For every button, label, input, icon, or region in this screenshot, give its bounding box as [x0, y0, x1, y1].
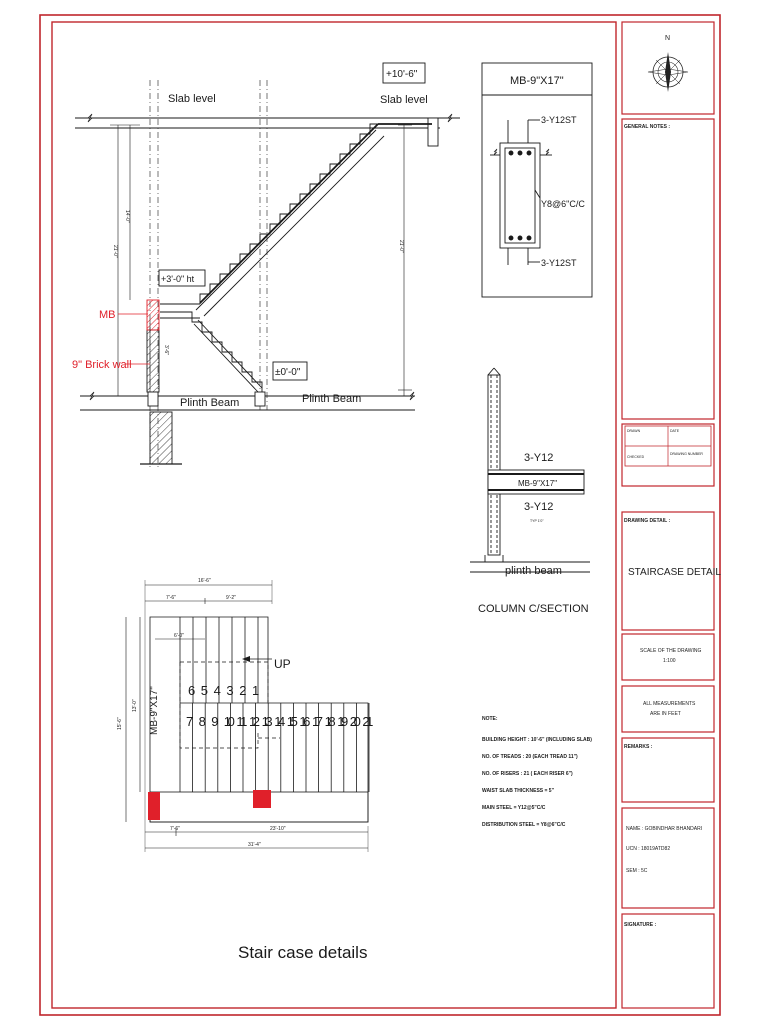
- north-arrow-icon: [648, 52, 688, 92]
- plan-dim-left-top: 7'-6": [166, 595, 176, 601]
- plan-step-number: 16: [299, 714, 311, 729]
- general-notes-label: GENERAL NOTES :: [624, 124, 671, 130]
- note-line: MAIN STEEL = Y12@5"C/C: [482, 805, 546, 811]
- plan-step-number: 6: [188, 683, 196, 698]
- column-beam-label: MB-9"X17": [518, 479, 558, 488]
- column-section: [470, 368, 590, 572]
- plan-step-number: 1: [252, 683, 260, 698]
- tbl-checked: CHECKED: [627, 455, 645, 459]
- plinth-beam-right: Plinth Beam: [302, 393, 362, 405]
- plan-step-number: 14: [274, 714, 286, 729]
- drawing-title: Stair case details: [238, 943, 368, 962]
- student-sem: SEM : 5C: [626, 868, 648, 874]
- units-line-1: ALL MEASUREMENTS: [643, 701, 696, 707]
- main-beam: [147, 300, 159, 330]
- brick-wall-label: 9" Brick wall: [72, 359, 132, 371]
- plan-dim-side-outer: 15'-6": [117, 717, 123, 730]
- beam-stirrups: Y8@6"C/C: [541, 199, 585, 209]
- plan-step-number: 17: [312, 714, 323, 729]
- drawing-frame: [52, 22, 616, 1008]
- ground-level: ±0'-0": [275, 367, 301, 378]
- stair-section-labels: [72, 69, 428, 409]
- plan-step-number: 4: [213, 683, 221, 698]
- plinth-beam-left: Plinth Beam: [180, 397, 240, 409]
- notes-heading: NOTE:: [482, 716, 498, 722]
- top-level: +10'-6": [386, 69, 418, 80]
- mb-label: MB: [99, 309, 116, 321]
- plan-step-number: 5: [200, 683, 209, 698]
- plan-up-label: UP: [274, 657, 291, 671]
- note-line: BUILDING HEIGHT : 10'-6" (INCLUDING SLAB): [482, 737, 592, 743]
- note-line: NO. OF RISERS : 21 ( EACH RISER 6"): [482, 771, 573, 777]
- beam-section-title: MB-9"X17": [510, 75, 564, 87]
- plan-step-number: 15: [286, 714, 298, 729]
- plan-column-mid: [253, 790, 271, 808]
- beam-top-bars: 3-Y12ST: [541, 115, 577, 125]
- notes: [482, 716, 592, 828]
- plan-step-number: 9: [211, 714, 219, 729]
- plan-step-number: 12: [249, 714, 260, 729]
- slab-level-right: Slab level: [380, 94, 428, 106]
- stair-section: [75, 63, 460, 470]
- scale-label: SCALE OF THE DRAWING: [640, 648, 702, 654]
- plan-step-number: 18: [324, 714, 336, 729]
- brick-wall: [147, 330, 159, 392]
- north-label: N: [665, 35, 671, 42]
- note-line: DISTRIBUTION STEEL = Y8@6"C/C: [482, 822, 566, 828]
- plan-dim-side-inner: 13'-0": [132, 699, 138, 712]
- column-bottom-bars: 3-Y12: [524, 501, 554, 513]
- column-caption: COLUMN C/SECTION: [478, 603, 589, 615]
- plan-step-number: 10: [223, 714, 235, 729]
- dim-lower: 3'-6": [163, 345, 169, 355]
- note-line: WAIST SLAB THICKNESS = 5": [482, 788, 554, 794]
- plan-dim-landing: 6'-0": [174, 633, 184, 639]
- plan-step-number: 2: [239, 683, 247, 698]
- column-plinth-beam: plinth beam: [505, 565, 562, 577]
- dim-upper: 14'-0": [124, 210, 130, 223]
- student-ucn: UCN : 18019ATD82: [626, 846, 671, 852]
- remarks-label: REMARKS :: [624, 744, 653, 750]
- title-block: [622, 22, 721, 1008]
- plan-step-number: 7: [186, 714, 194, 729]
- beam-bottom-bars: 3-Y12ST: [541, 258, 577, 268]
- plan-dim-bottom-total: 31'-4": [248, 842, 261, 848]
- plan-beam-label: MB-9"X17": [149, 686, 160, 735]
- drawing-detail-value: STAIRCASE DETAIL: [628, 567, 721, 578]
- dim-total-right: 21'-0": [398, 240, 404, 253]
- plan-step-number: 8: [198, 714, 206, 729]
- plan-dim-bottom-right: 23'-10": [270, 826, 286, 832]
- student-name: NAME : GOBINDHAR BHANDARI: [626, 826, 703, 832]
- plan-step-number: 11: [236, 714, 248, 729]
- slab-level-left: Slab level: [168, 93, 216, 105]
- plan-dim-right-top: 9'-2": [226, 595, 236, 601]
- tbl-drawn: DRAWN: [627, 429, 641, 433]
- footing: [150, 412, 172, 464]
- plan-step-number: 20: [349, 714, 361, 729]
- plan-step-number: 21: [362, 714, 374, 729]
- dim-total-left: 21'-0": [112, 245, 118, 258]
- outer-border: [40, 15, 720, 1015]
- landing-level: +3'-0" ht: [161, 274, 195, 284]
- plan-step-number: 3: [226, 683, 234, 698]
- scale-value: 1:100: [663, 658, 676, 664]
- column-small-note: TYP 1'0": [530, 519, 544, 523]
- plan-dim-bottom-left: 7'-6": [170, 826, 180, 832]
- units-line-2: ARE IN FEET: [650, 711, 681, 717]
- drawing-detail-label: DRAWING DETAIL :: [624, 518, 671, 524]
- tbl-drawing-number: DRAWING NUMBER: [670, 452, 703, 456]
- plan-dim-overall-top: 16'-6": [198, 578, 211, 584]
- note-line: NO. OF TREADS : 20 (EACH TREAD 11"): [482, 754, 578, 760]
- plan-step-number: 19: [337, 714, 349, 729]
- column-top-bars: 3-Y12: [524, 452, 554, 464]
- plan-column-left: [148, 792, 160, 820]
- plan-step-number: 13: [261, 714, 273, 729]
- signature-label: SIGNATURE :: [624, 922, 657, 928]
- tbl-date: DATE: [670, 429, 680, 433]
